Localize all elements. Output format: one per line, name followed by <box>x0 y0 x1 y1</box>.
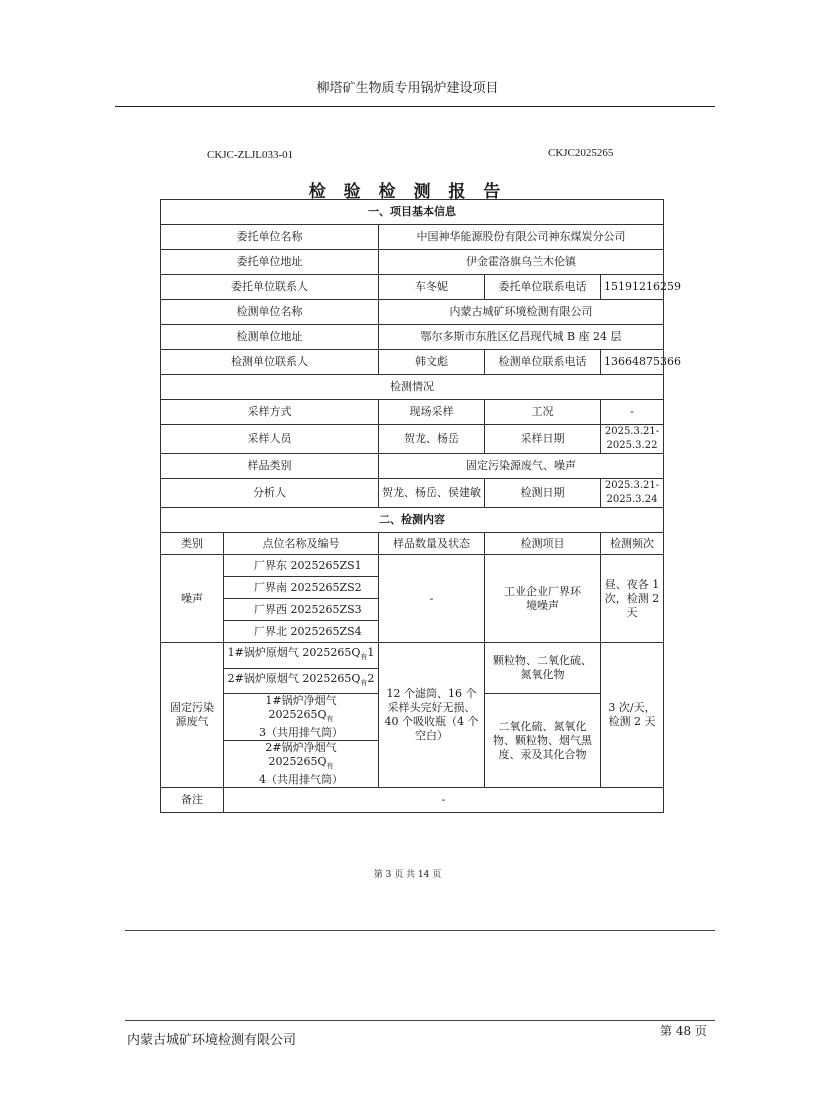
sample-type-label: 样品类别 <box>161 454 379 479</box>
sampler-label: 采样人员 <box>161 425 379 454</box>
lab-name-label: 检测单位名称 <box>161 300 379 325</box>
client-name-label: 委托单位名称 <box>161 225 379 250</box>
report-number: CKJC2025265 <box>548 147 614 159</box>
noise-point: 厂界南 2025265ZS2 <box>224 577 379 599</box>
col-item: 检测项目 <box>485 533 601 555</box>
client-contact: 车冬妮 <box>379 275 485 300</box>
report-table <box>160 199 681 813</box>
lab-addr-label: 检测单位地址 <box>161 325 379 350</box>
sample-type: 固定污染源废气、噪声 <box>379 454 664 479</box>
samplers: 贺龙、杨岳 <box>379 425 485 454</box>
test-date: 2025.3.21-2025.3.24 <box>601 479 664 508</box>
sampling-date-label: 采样日期 <box>485 425 601 454</box>
sampling-method-label: 采样方式 <box>161 400 379 425</box>
header-divider <box>115 106 715 107</box>
noise-point: 厂界东 2025265ZS1 <box>224 555 379 577</box>
remark: - <box>224 788 664 813</box>
gas-items-raw: 颗粒物、二氧化硫、氮氧化物 <box>485 643 601 694</box>
lab-name: 内蒙古城矿环境检测有限公司 <box>379 300 664 325</box>
lab-phone-label: 检测单位联系电话 <box>485 350 601 375</box>
page-number: 第 3 页 共 14 页 <box>373 870 442 880</box>
gas-point-1: 1#锅炉原烟气 $2025265Q_有1$ <box>224 643 379 669</box>
client-addr-label: 委托单位地址 <box>161 250 379 275</box>
noise-sample: - <box>379 555 485 643</box>
condition-label: 工况 <box>485 400 601 425</box>
footer-page-number: 第 48 页 <box>660 1024 707 1038</box>
col-category: 类别 <box>161 533 224 555</box>
sampling-date: 2025.3.21-2025.3.22 <box>601 425 664 454</box>
section1-title: 一、项目基本信息 <box>161 200 664 225</box>
gas-frequency: 3 次/天，检测 2 天 <box>601 643 664 788</box>
client-contact-label: 委托单位联系人 <box>161 275 379 300</box>
client-addr: 伊金霍洛旗乌兰木伦镇 <box>379 250 664 275</box>
test-date-label: 检测日期 <box>485 479 601 508</box>
col-point: 点位名称及编号 <box>224 533 379 555</box>
gas-category: 固定污染源废气 <box>161 643 224 788</box>
noise-point: 厂界北 2025265ZS4 <box>224 621 379 643</box>
gas-sample: 12 个滤筒、16 个采样头完好无损、40 个吸收瓶（4 个空白） <box>379 643 485 788</box>
lab-contact-label: 检测单位联系人 <box>161 350 379 375</box>
noise-category: 噪声 <box>161 555 224 643</box>
gas-items-clean: 二氧化硫、氮氧化物、颗粒物、烟气黑度、汞及其化合物 <box>485 694 601 788</box>
analyst-label: 分析人 <box>161 479 379 508</box>
lab-phone: 13664875366 <box>601 350 664 375</box>
lab-addr: 鄂尔多斯市东胜区亿昌现代城 B 座 24 层 <box>379 325 664 350</box>
footer-company: 内蒙古城矿环境检测有限公司 <box>127 1033 297 1048</box>
report-title: 检 验 检 测 报 告 <box>308 182 507 202</box>
client-phone: 15191216259 <box>601 275 664 300</box>
sampling-method: 现场采样 <box>379 400 485 425</box>
section2-title: 二、检测内容 <box>161 508 664 533</box>
gas-point-4: 2#锅炉净烟气 $2025265Q_有4$（共用排气筒） <box>224 741 379 788</box>
footer-divider-bottom <box>125 1020 715 1021</box>
remark-label: 备注 <box>161 788 224 813</box>
noise-items: 工业企业厂界环境噪声 <box>485 555 601 643</box>
situation-title: 检测情况 <box>161 375 664 400</box>
condition: - <box>601 400 664 425</box>
lab-contact: 韩文彪 <box>379 350 485 375</box>
client-phone-label: 委托单位联系电话 <box>485 275 601 300</box>
form-code: CKJC-ZLJL033-01 <box>207 149 294 161</box>
footer-divider <box>125 930 715 931</box>
gas-point-3: 1#锅炉净烟气 $2025265Q_有3$（共用排气筒） <box>224 694 379 741</box>
noise-frequency: 昼、夜各 1 次，检测 2 天 <box>601 555 664 643</box>
col-sample: 样品数量及状态 <box>379 533 485 555</box>
project-title: 柳塔矿生物质专用锅炉建设项目 <box>316 81 499 96</box>
col-frequency: 检测频次 <box>601 533 664 555</box>
gas-point-2: 2#锅炉原烟气 $2025265Q_有2$ <box>224 669 379 694</box>
analysts: 贺龙、杨岳、侯建敏 <box>379 479 485 508</box>
client-name: 中国神华能源股份有限公司神东煤炭分公司 <box>379 225 664 250</box>
noise-point: 厂界西 2025265ZS3 <box>224 599 379 621</box>
